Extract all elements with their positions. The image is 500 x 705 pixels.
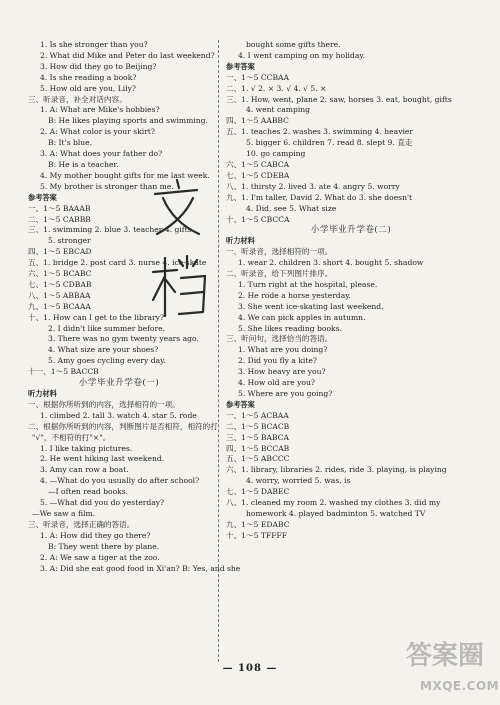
text-line: B: He is a teacher. xyxy=(48,159,119,169)
text-line: 八、1. cleaned my room 2. washed my clothes 3. did my xyxy=(226,498,441,508)
text-line: 一、根据你所听到的内容，选择相符的一项。 xyxy=(28,399,180,409)
section-heading: 参考答案 xyxy=(226,399,255,409)
text-line: 4. I went camping on my holiday. xyxy=(238,50,366,60)
text-line: 十、1. How can I get to the library? xyxy=(28,312,165,322)
text-line: 3. She went ice-skating last weekend. xyxy=(238,301,384,311)
text-line: 1. Turn right at the hospital, please. xyxy=(238,279,378,289)
text-line: 十、1～5 TFFFF xyxy=(226,530,287,540)
text-line: —I often read books. xyxy=(48,487,129,497)
text-line: B: It's blue. xyxy=(48,138,93,148)
text-line: 八、1. thirsty 2. lived 3. ate 4. angry 5. worry xyxy=(226,181,400,191)
text-line: 5. Amy goes cycling every day. xyxy=(48,356,166,366)
text-line: 一、1～5 ACBAA xyxy=(226,410,289,420)
text-line: 1. I like taking pictures. xyxy=(40,443,133,453)
text-line: 一、1～5 CCBAA xyxy=(226,72,290,82)
text-line: 4. went camping xyxy=(246,105,311,115)
text-line: 四、1～5 AABBC xyxy=(226,116,289,126)
text-line: 七、1～5 DABEC xyxy=(226,487,290,497)
text-line: homework 4. played badminton 5. watched TV xyxy=(246,508,426,518)
text-line: 2. A: We saw a tiger at the zoo. xyxy=(40,552,160,562)
text-line: 5. stronger xyxy=(48,236,91,246)
text-line: 2. He rode a horse yesterday. xyxy=(238,290,351,300)
section-heading: 参考答案 xyxy=(226,61,255,71)
text-line: 2. A: What color is your skirt? xyxy=(40,127,155,137)
text-line: B: They went there by plane. xyxy=(48,541,160,551)
text-line: 四、1～5 BCCAB xyxy=(226,443,290,453)
text-line: 4. How old are you? xyxy=(238,378,315,388)
text-line: 3. How heavy are you? xyxy=(238,367,326,377)
text-line: 九、1～5 BCAAA xyxy=(28,301,91,311)
text-line: 5. Where are you going? xyxy=(238,389,333,398)
text-line: 六、1. library, libraries 2. rides, ride 3. playing, is playing xyxy=(226,465,447,475)
text-line: 3. A: Did she eat good food in Xi'an? B: Yes, and she xyxy=(40,563,241,573)
text-line: 九、1～5 EDABC xyxy=(226,519,290,529)
section-heading: 听力材料 xyxy=(226,236,255,246)
handwritten-stamp xyxy=(143,176,213,326)
section-heading: 参考答案 xyxy=(28,192,57,202)
text-line: 三、1～5 BABCA xyxy=(226,432,289,442)
section-heading: 听力材料 xyxy=(28,389,57,398)
text-line: 八、1～5 ABBAA xyxy=(28,290,91,300)
text-line: 4. We can pick apples in autumn. xyxy=(238,312,366,322)
text-line: 七、1～5 CDEBA xyxy=(226,170,290,180)
text-line: 三、听录音，选择正确的答语。 xyxy=(28,519,135,529)
text-line: 二、听录音，给下列图片排序。 xyxy=(226,269,333,279)
text-line: 五、1. bridge 2. post card 3. nurse 4. ice-skate xyxy=(28,258,207,268)
text-line: 10. go camping xyxy=(246,149,306,159)
text-line: —We saw a film. xyxy=(32,508,96,518)
text-line: 1. A: How did they go there? xyxy=(40,530,151,540)
text-line: 2. Did you fly a kite? xyxy=(238,356,317,366)
text-line: 二、1～5 CABBB xyxy=(28,214,91,224)
text-line: 九、1. I'm taller, David 2. What do 3. she doesn't xyxy=(226,192,413,202)
text-line: 二、1. √ 2. × 3. √ 4. √ 5. × xyxy=(226,83,327,93)
text-line: 5. She likes reading books. xyxy=(238,323,342,333)
text-line: 四、1～5 EBCAD xyxy=(28,247,92,257)
text-line: 三、1. How, went, plane 2. saw, horses 3. eat, bought, gifts xyxy=(226,94,452,104)
text-line: 一、听录音，选择相符的一项。 xyxy=(226,247,333,257)
text-line: 三、1. swimming 2. blue 3. teacher 4. gifts xyxy=(28,225,192,235)
text-line: 一、1～5 BAAAB xyxy=(28,203,91,213)
text-line: 2. I didn't like summer before. xyxy=(48,323,166,333)
watermark-logo xyxy=(394,641,500,699)
text-line: bought some gifts there. xyxy=(246,40,341,49)
text-line: 1. Is she stronger than you? xyxy=(40,40,148,49)
text-line: 4. —What do you usually do after school? xyxy=(40,476,200,486)
text-line: 3. How did they go to Beijing? xyxy=(40,61,157,71)
text-line: 1. What are you doing? xyxy=(238,345,328,355)
text-line: 七、1～5 CDBAB xyxy=(28,279,92,289)
page-number: — 108 — xyxy=(222,663,278,674)
text-line: 2. He went hiking last weekend. xyxy=(40,454,165,464)
text-line: 十一、1～5 BACCB xyxy=(28,367,99,377)
text-line: 4. Is she reading a book? xyxy=(40,72,137,82)
text-line: 六、1～5 BCABC xyxy=(28,269,92,279)
text-line: 4. What size are your shoes? xyxy=(48,345,159,355)
text-line: 1. wear 2. children 3. short 4. bought 5. shadow xyxy=(238,258,424,268)
text-line: B: He likes playing sports and swimming. xyxy=(48,116,208,126)
text-line: 5. How old are you, Lily? xyxy=(40,83,136,93)
text-line: 十、1～5 CBCCA xyxy=(226,214,290,224)
text-line: 3. There was no gym twenty years ago. xyxy=(48,334,199,344)
section-title: 小学毕业升学卷(二) xyxy=(310,225,392,236)
watermark-text: 答案圈 xyxy=(406,641,485,671)
text-line: 五、1. teaches 2. washes 3. swimming 4. heavier xyxy=(226,127,414,137)
text-line: 4. My mother bought gifts for me last week. xyxy=(40,170,210,180)
text-line: 2. What did Mike and Peter do last weekend? xyxy=(40,50,215,60)
text-line: 三、听问句，选择恰当的答语。 xyxy=(226,334,333,344)
text-line: 二、1～5 BCACB xyxy=(226,421,290,431)
text-line: 3. Amy can row a boat. xyxy=(40,465,129,475)
text-line: 5. bigger 6. children 7. read 8. slept 9. 直走 xyxy=(246,138,413,148)
text-line: 五、1～5 ABCCC xyxy=(226,454,290,464)
text-line: 5. —What did you do yesterday? xyxy=(40,498,165,508)
text-line: 3. A: What does your father do? xyxy=(40,149,163,159)
watermark-url: MXQE.COM xyxy=(420,679,500,693)
section-title: 小学毕业升学卷(一) xyxy=(78,378,160,389)
text-line: 六、1～5 CABCA xyxy=(226,159,290,169)
text-line: 5. My brother is stronger than me. xyxy=(40,181,174,191)
text-line: 1. A: What are Mike's hobbies? xyxy=(40,105,160,115)
text-line: 4. worry, worried 5. was, is xyxy=(246,476,351,486)
text-line: "√"，不相符的打"×"。 xyxy=(32,432,111,442)
text-line: 二、根据你所听到的内容，判断图片是否相符，相符的打 xyxy=(28,421,218,431)
text-line: 三、听录音，补全对话内容。 xyxy=(28,94,127,104)
text-line: 4. Did, see 5. What size xyxy=(246,203,337,213)
right-column xyxy=(226,40,476,542)
text-line: 1. climbed 2. tall 3. watch 4. star 5. rode xyxy=(40,410,197,420)
